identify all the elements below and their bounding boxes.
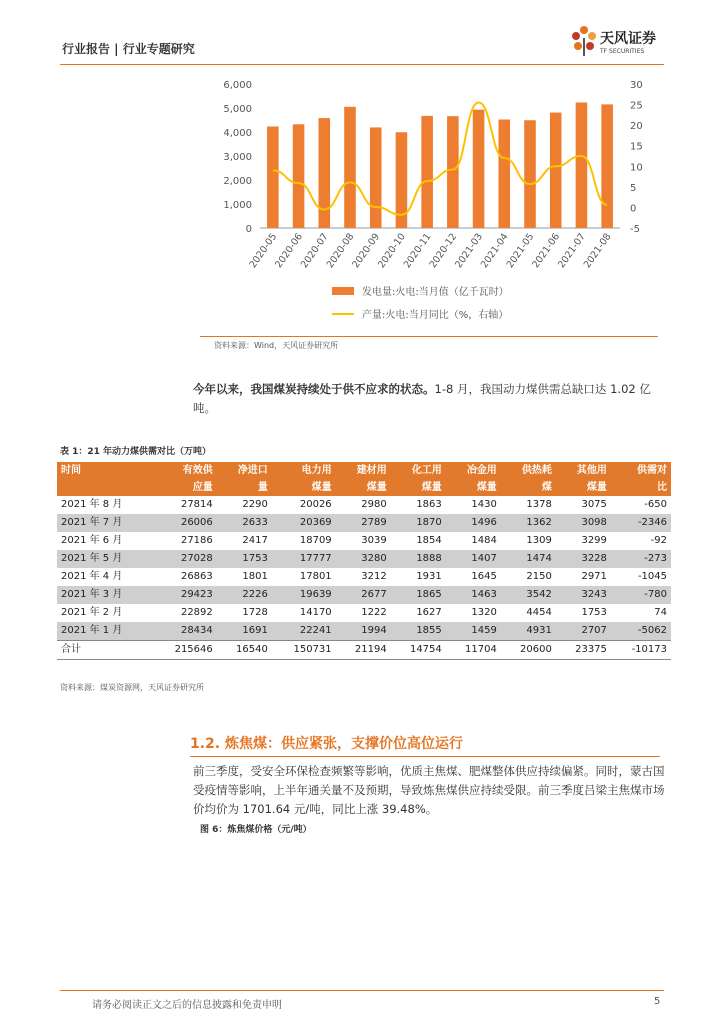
y-right-tick-label: 30 [630,80,643,91]
bar [550,113,562,228]
legend-line-label: 产量:火电:当月同比（%，右轴） [362,310,509,321]
table-header-cell: 煤量 [336,479,391,496]
x-tick-label: 2021-04 [478,231,511,271]
y-right-tick-label: 20 [630,121,643,133]
table-cell: 1320 [471,607,497,618]
table-row [57,514,671,532]
table-cell: 1378 [526,499,552,510]
table-cell: -650 [644,499,667,510]
y-left-tick-label: 6,000 [223,80,252,91]
x-tick-label: 2020-12 [427,231,460,271]
table-cell: 2707 [556,622,611,641]
table-cell: 1459 [446,622,501,641]
table-cell: 2150 [526,571,552,582]
table-cell: 2290 [242,499,268,510]
bar [319,118,331,228]
bar [267,126,279,228]
table-header-cell: 电力用 [272,462,336,479]
y-left-tick-label: 4,000 [223,128,252,139]
table-cell: -2346 [611,514,671,532]
table-cell: 1362 [501,514,556,532]
x-tick-label: 2021-07 [556,231,588,271]
table-cell: 18709 [299,535,332,546]
table-row [57,496,671,514]
table-cell: 20600 [501,641,556,660]
table-cell: 2021 年 8 月 [61,499,123,510]
table-cell: 1430 [471,499,497,510]
table-cell: 2021 年 5 月 [57,550,153,568]
bar [421,116,433,228]
table-cell: 14170 [299,607,332,618]
x-tick-label: 2020-06 [273,231,306,271]
table-header-cell: 应量 [153,479,217,496]
table-cell: 3212 [361,571,387,582]
table-cell: 2021 年 6 月 [61,535,123,546]
x-tick-label: 2021-03 [453,231,486,271]
table-cell: 22892 [180,607,213,618]
table-row [57,604,671,622]
x-tick-label: 2020-11 [401,231,434,271]
table-row [57,622,671,641]
table-header-row [57,479,671,496]
x-tick-label: 2020-09 [350,231,383,271]
bar [576,102,588,228]
table-header-cell: 冶金用 [446,462,501,479]
table-cell: 3075 [581,499,607,510]
legend-bar-label: 发电量:火电:当月值（亿千瓦时） [362,287,509,298]
footer-divider [60,990,664,991]
paragraph-1-bold: 今年以来，我国煤炭持续处于供不应求的状态。 [193,382,435,396]
table-cell: -273 [611,550,671,568]
table-cell: 1691 [217,622,272,641]
bar [601,104,613,228]
table-cell: 1854 [416,535,442,546]
table-cell: 3039 [361,535,387,546]
table-cell: 1496 [446,514,501,532]
table-cell: 74 [654,607,667,618]
bar [524,120,536,228]
table-cell: 3243 [556,586,611,604]
table-cell: 1801 [242,571,268,582]
table-cell: 1855 [391,622,446,641]
table-cell: 26863 [180,571,213,582]
table-cell: 3098 [556,514,611,532]
y-right-tick-label: 25 [630,100,643,112]
table-cell: 3228 [556,550,611,568]
table-cell: 2021 年 1 月 [57,622,153,641]
table-header-cell: 时间 [57,462,153,479]
table-cell: -780 [611,586,671,604]
x-tick-label: 2020-07 [298,231,331,271]
table-header-cell: 净进口 [217,462,272,479]
table-cell: 2021 年 4 月 [61,571,123,582]
y-right-tick-label: 0 [630,203,637,215]
bar [293,124,305,228]
legend-bar-swatch [332,287,354,295]
paragraph-2: 前三季度，受安全环保检查频繁等影响，优质主焦煤、肥煤整体供应持续偏紧。同时，蒙古国受疫情等影响，上半年通关量不及预期，导致炼焦煤供应持续受限。前三季度吕梁主焦煤市场价均价为 1701.64 元/吨，同比上涨 39.48%。 [193,764,665,816]
paragraph-1-rest: 1-8 月，我国动力煤供需总缺口达 1.02 亿吨。 [193,382,651,415]
table-cell: 2633 [217,514,272,532]
table-cell: 合计 [57,641,153,660]
table-cell: 2021 年 7 月 [57,514,153,532]
table-header-cell [57,479,153,496]
table-cell: 17801 [299,571,332,582]
bar [447,116,459,228]
table-cell: 2021 年 3 月 [57,586,153,604]
table-header-row [57,462,671,479]
table-cell: 28434 [153,622,217,641]
table-header-cell: 其他用 [556,462,611,479]
table-row [57,532,671,550]
x-tick-label: 2020-05 [247,231,280,271]
chart-source-divider [200,336,658,337]
paragraph-1 [193,380,673,418]
power-generation-chart [200,70,670,340]
table-cell: 1474 [501,550,556,568]
table-cell: -10173 [611,641,671,660]
page-number: 5 [654,996,661,1007]
section-divider [190,756,660,757]
x-tick-label: 2021-08 [581,231,614,271]
section-title: 1.2. 炼焦煤：供应紧张，支撑价位高位运行 [190,736,463,752]
table-source: 资料来源：煤炭资源网，天风证券研究所 [60,683,204,692]
table-cell: 3542 [501,586,556,604]
table-cell: 4931 [501,622,556,641]
table-cell: 215646 [153,641,217,660]
table-cell: -5062 [611,622,671,641]
x-tick-label: 2021-06 [530,231,563,271]
table-header-cell: 煤量 [272,479,336,496]
table-header-cell: 煤量 [446,479,501,496]
table-cell: 1728 [242,607,268,618]
y-right-tick-label: 10 [630,162,643,174]
table-cell: 1863 [416,499,442,510]
table-cell: 27186 [180,535,213,546]
header-divider [60,64,664,65]
table-cell: 2971 [581,571,607,582]
table-cell: 1627 [416,607,442,618]
table-cell: 20369 [272,514,336,532]
table-cell: 21194 [336,641,391,660]
table-cell: 2789 [336,514,391,532]
table-cell: 1865 [391,586,446,604]
y-left-tick-label: 0 [245,224,252,235]
bar [473,110,485,228]
table-cell: 1994 [336,622,391,641]
table-header-cell: 煤量 [556,479,611,496]
table-cell: 27028 [153,550,217,568]
chart-source: 资料来源：Wind，天风证券研究所 [214,341,339,350]
y-left-tick-label: 5,000 [223,104,252,115]
table-cell: 3280 [336,550,391,568]
table-cell: 1645 [471,571,497,582]
table-cell: 23375 [556,641,611,660]
company-logo [570,24,680,64]
table-header-cell: 煤量 [391,479,446,496]
logo-name: 天风证券 [600,31,656,47]
bar [344,107,356,228]
table-cell: 1222 [361,607,387,618]
table-cell: 2980 [361,499,387,510]
table-cell: 150731 [272,641,336,660]
table-cell: 17777 [272,550,336,568]
table-cell: 11704 [446,641,501,660]
table-header-cell: 供需对 [611,462,671,479]
logo-flower-icon [570,24,598,58]
bar [499,120,511,228]
table-title: 表 1：21 年动力煤供需对比（万吨） [60,447,212,457]
table-cell: 19639 [272,586,336,604]
figure-caption: 图 6：炼焦煤价格（元/吨） [200,825,312,835]
table-cell: 1870 [391,514,446,532]
table-cell: 2677 [336,586,391,604]
coal-supply-demand-table [57,462,671,660]
y-right-tick-label: -5 [630,224,640,235]
y-right-tick-label: 5 [630,182,637,194]
x-tick-label: 2020-10 [376,231,408,271]
table-cell: 1931 [416,571,442,582]
table-header-cell: 有效供 [153,462,217,479]
table-cell: 1309 [526,535,552,546]
table-cell: -92 [650,535,667,546]
footer-disclaimer: 请务必阅读正文之后的信息披露和免责申明 [92,1000,282,1011]
table-cell: -1045 [637,571,667,582]
table-cell: 1407 [446,550,501,568]
table-cell: 1888 [391,550,446,568]
table-header-cell: 供热耗 [501,462,556,479]
table-cell: 2021 年 2 月 [61,607,123,618]
table-cell: 2226 [217,586,272,604]
table-cell: 27814 [180,499,213,510]
table-cell: 20026 [299,499,332,510]
table-cell: 1753 [581,607,607,618]
table-cell: 1484 [471,535,497,546]
table-cell: 26006 [153,514,217,532]
table-cell: 2417 [242,535,268,546]
table-row [57,586,671,604]
table-cell: 1463 [446,586,501,604]
table-header-cell: 量 [217,479,272,496]
x-tick-label: 2021-05 [504,231,537,271]
table-cell: 29423 [153,586,217,604]
table-cell: 1753 [217,550,272,568]
table-row [57,568,671,586]
table-cell: 22241 [272,622,336,641]
x-tick-label: 2020-08 [324,231,357,271]
table-cell: 3299 [581,535,607,546]
logo-sub: TF SECURITIES [600,48,645,55]
bar [370,127,382,228]
table-header-cell: 比 [611,479,671,496]
table-cell: 16540 [217,641,272,660]
table-row [57,550,671,568]
y-right-tick-label: 15 [630,141,643,153]
table-header-cell: 化工用 [391,462,446,479]
table-header-cell: 煤 [501,479,556,496]
table-row [57,641,671,660]
table-header-cell: 建材用 [336,462,391,479]
y-left-tick-label: 2,000 [223,176,252,187]
y-left-tick-label: 1,000 [223,200,252,211]
table-cell: 4454 [526,607,552,618]
header-title: 行业报告 | 行业专题研究 [62,42,195,56]
table-cell: 14754 [391,641,446,660]
y-left-tick-label: 3,000 [223,152,252,163]
